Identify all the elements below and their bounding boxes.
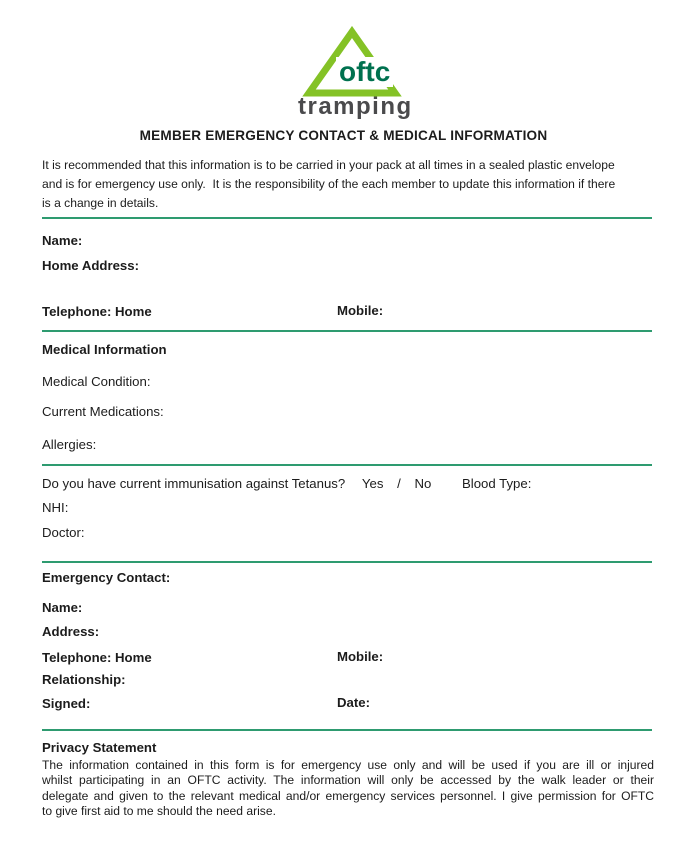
logo-sub-text: tramping [298,93,413,120]
tetanus-question: Do you have current immunisation against Tetanus? [42,476,346,491]
relationship-label: Relationship: [42,672,126,687]
section-divider [42,729,652,731]
allergies-label: Allergies: [42,437,97,452]
privacy-line: delegate and given to the relevant medical and/or emergency services personnel. I give permission for OFTC [42,788,654,803]
privacy-line: The information contained in this form is for emergency use only and will be used if you are ill or injured [42,758,654,772]
date-label: Date: [337,695,370,710]
tetanus-no-option: No [414,476,432,491]
name-label: Name: [42,233,83,248]
emergency-address-label: Address: [42,624,100,639]
tetanus-yes-option: Yes [361,476,384,491]
home-address-label: Home Address: [42,258,139,273]
section-divider [42,561,652,563]
privacy-statement-heading: Privacy Statement [42,740,157,755]
medical-information-heading: Medical Information [42,342,167,357]
emergency-mobile-label: Mobile: [337,649,384,664]
blood-type-label: Blood Type: [461,476,532,491]
emergency-contact-heading: Emergency Contact: [42,570,171,585]
nhi-label: NHI: [42,500,69,515]
signed-label: Signed: [42,696,91,711]
section-divider [42,217,652,219]
tetanus-row [42,476,654,492]
intro-paragraph [42,156,654,213]
intro-line: is a change in details. [42,196,159,210]
logo-org-text: oftc [336,57,393,87]
privacy-paragraph [42,758,654,819]
privacy-line: to give first aid to me should the need arise. [42,803,276,818]
privacy-line: whilst participating in an OFTC activity. The information will only be accessed by the walk leader or their [42,773,654,788]
mobile-label: Mobile: [337,303,384,318]
signed-row [42,695,654,713]
intro-line: and is for emergency use only. It is the responsibility of the each member to update this information if there [42,177,616,191]
tetanus-slash: / [397,476,401,491]
section-divider [42,330,652,332]
section-divider [42,464,652,466]
page-title: MEMBER EMERGENCY CONTACT & MEDICAL INFORMATION [139,128,548,143]
intro-line: It is recommended that this information is to be carried in your pack at all times in a sealed plastic envelope [42,158,615,172]
emergency-telephone-row [42,649,654,667]
emergency-telephone-home-label: Telephone: Home [42,650,152,665]
doctor-label: Doctor: [42,525,85,540]
medical-condition-label: Medical Condition: [42,374,151,389]
current-medications-label: Current Medications: [42,404,164,419]
emergency-name-label: Name: [42,600,83,615]
telephone-row [42,303,654,321]
telephone-home-label: Telephone: Home [42,304,152,319]
